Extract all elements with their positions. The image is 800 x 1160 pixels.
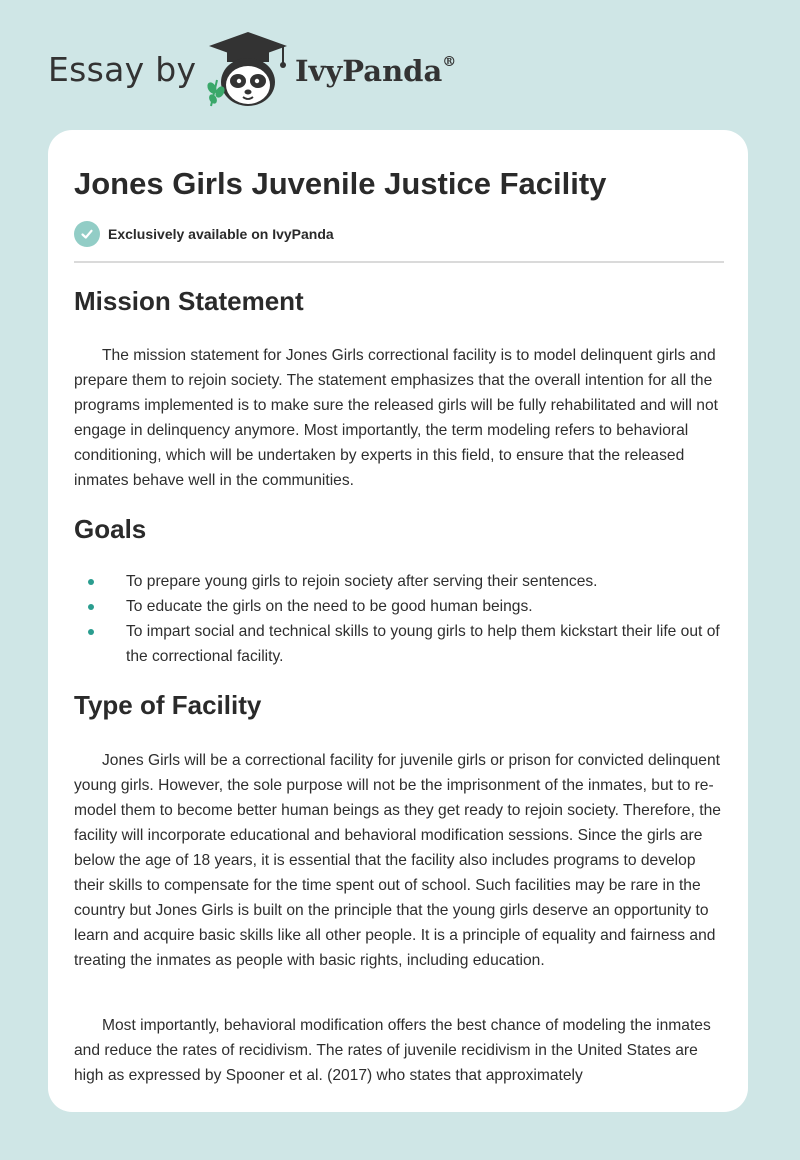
goals-list (74, 569, 724, 669)
type-paragraph-2: Most importantly, behavioral modification offers the best chance of modeling the inmates and reduce the rates of recidivism. The rates of juvenile recidivism in the United States are high as expressed by Spooner et al. (2017) who states that approximately (74, 1017, 711, 1084)
bullet-icon (88, 604, 94, 610)
divider (74, 261, 724, 263)
type-paragraph-1: Jones Girls will be a correctional facility for juvenile girls or prison for convicted delinquent young girls. However, the sole purpose will not be the imprisonment of the inmates, but to re-model them to become better human beings as they get ready to rejoin society. Therefore, the facility will incorporate educational and behavioral modification sessions. Since the girls are below the age of 18 years, it is essential that the facility also includes programs to develop their skills to compensate for the time spent out of school. Such facilities may be rare in the country but Jones Girls is built on the principle that the young girls deserve an opportunity to learn and acquire basic skills like all other people. It is a principle of equality and fairness and treating the inmates as people with basic rights, including education. (74, 752, 721, 969)
badge-label: Exclusively available on IvyPanda (108, 226, 334, 242)
section-heading-goals: Goals (74, 514, 147, 544)
exclusive-badge (74, 220, 334, 248)
bullet-icon (88, 579, 94, 585)
list-item: To prepare young girls to rejoin society after serving their sentences. (74, 569, 724, 594)
essay-by-label: Essay by (48, 50, 197, 89)
registered-mark: ® (442, 54, 457, 71)
page-title: Jones Girls Juvenile Justice Facility (74, 166, 607, 201)
mission-paragraph: The mission statement for Jones Girls correctional facility is to model delinquent girls and prepare them to rejoin society. The statement emphasizes that the overall intention for all the programs implemented is to make sure the released girls will be fully rehabilitated and will not engage in delinquency anymore. Most importantly, the term modeling refers to behavioral conditioning, which will be undertaken by experts in this field, to ensure that the released inmates behave well in the communities. (74, 347, 718, 489)
bullet-icon (88, 629, 94, 635)
site-header (48, 30, 488, 110)
brand-name[interactable]: IvyPanda® (295, 54, 457, 88)
check-icon (74, 221, 100, 247)
list-item: To impart social and technical skills to young girls to help them kickstart their life out of the correctional facility. (74, 619, 724, 669)
panda-logo-icon[interactable] (203, 30, 293, 108)
essay-card (48, 130, 748, 1112)
section-heading-type: Type of Facility (74, 690, 262, 720)
section-heading-mission: Mission Statement (74, 286, 304, 316)
list-item: To educate the girls on the need to be good human beings. (74, 594, 724, 619)
